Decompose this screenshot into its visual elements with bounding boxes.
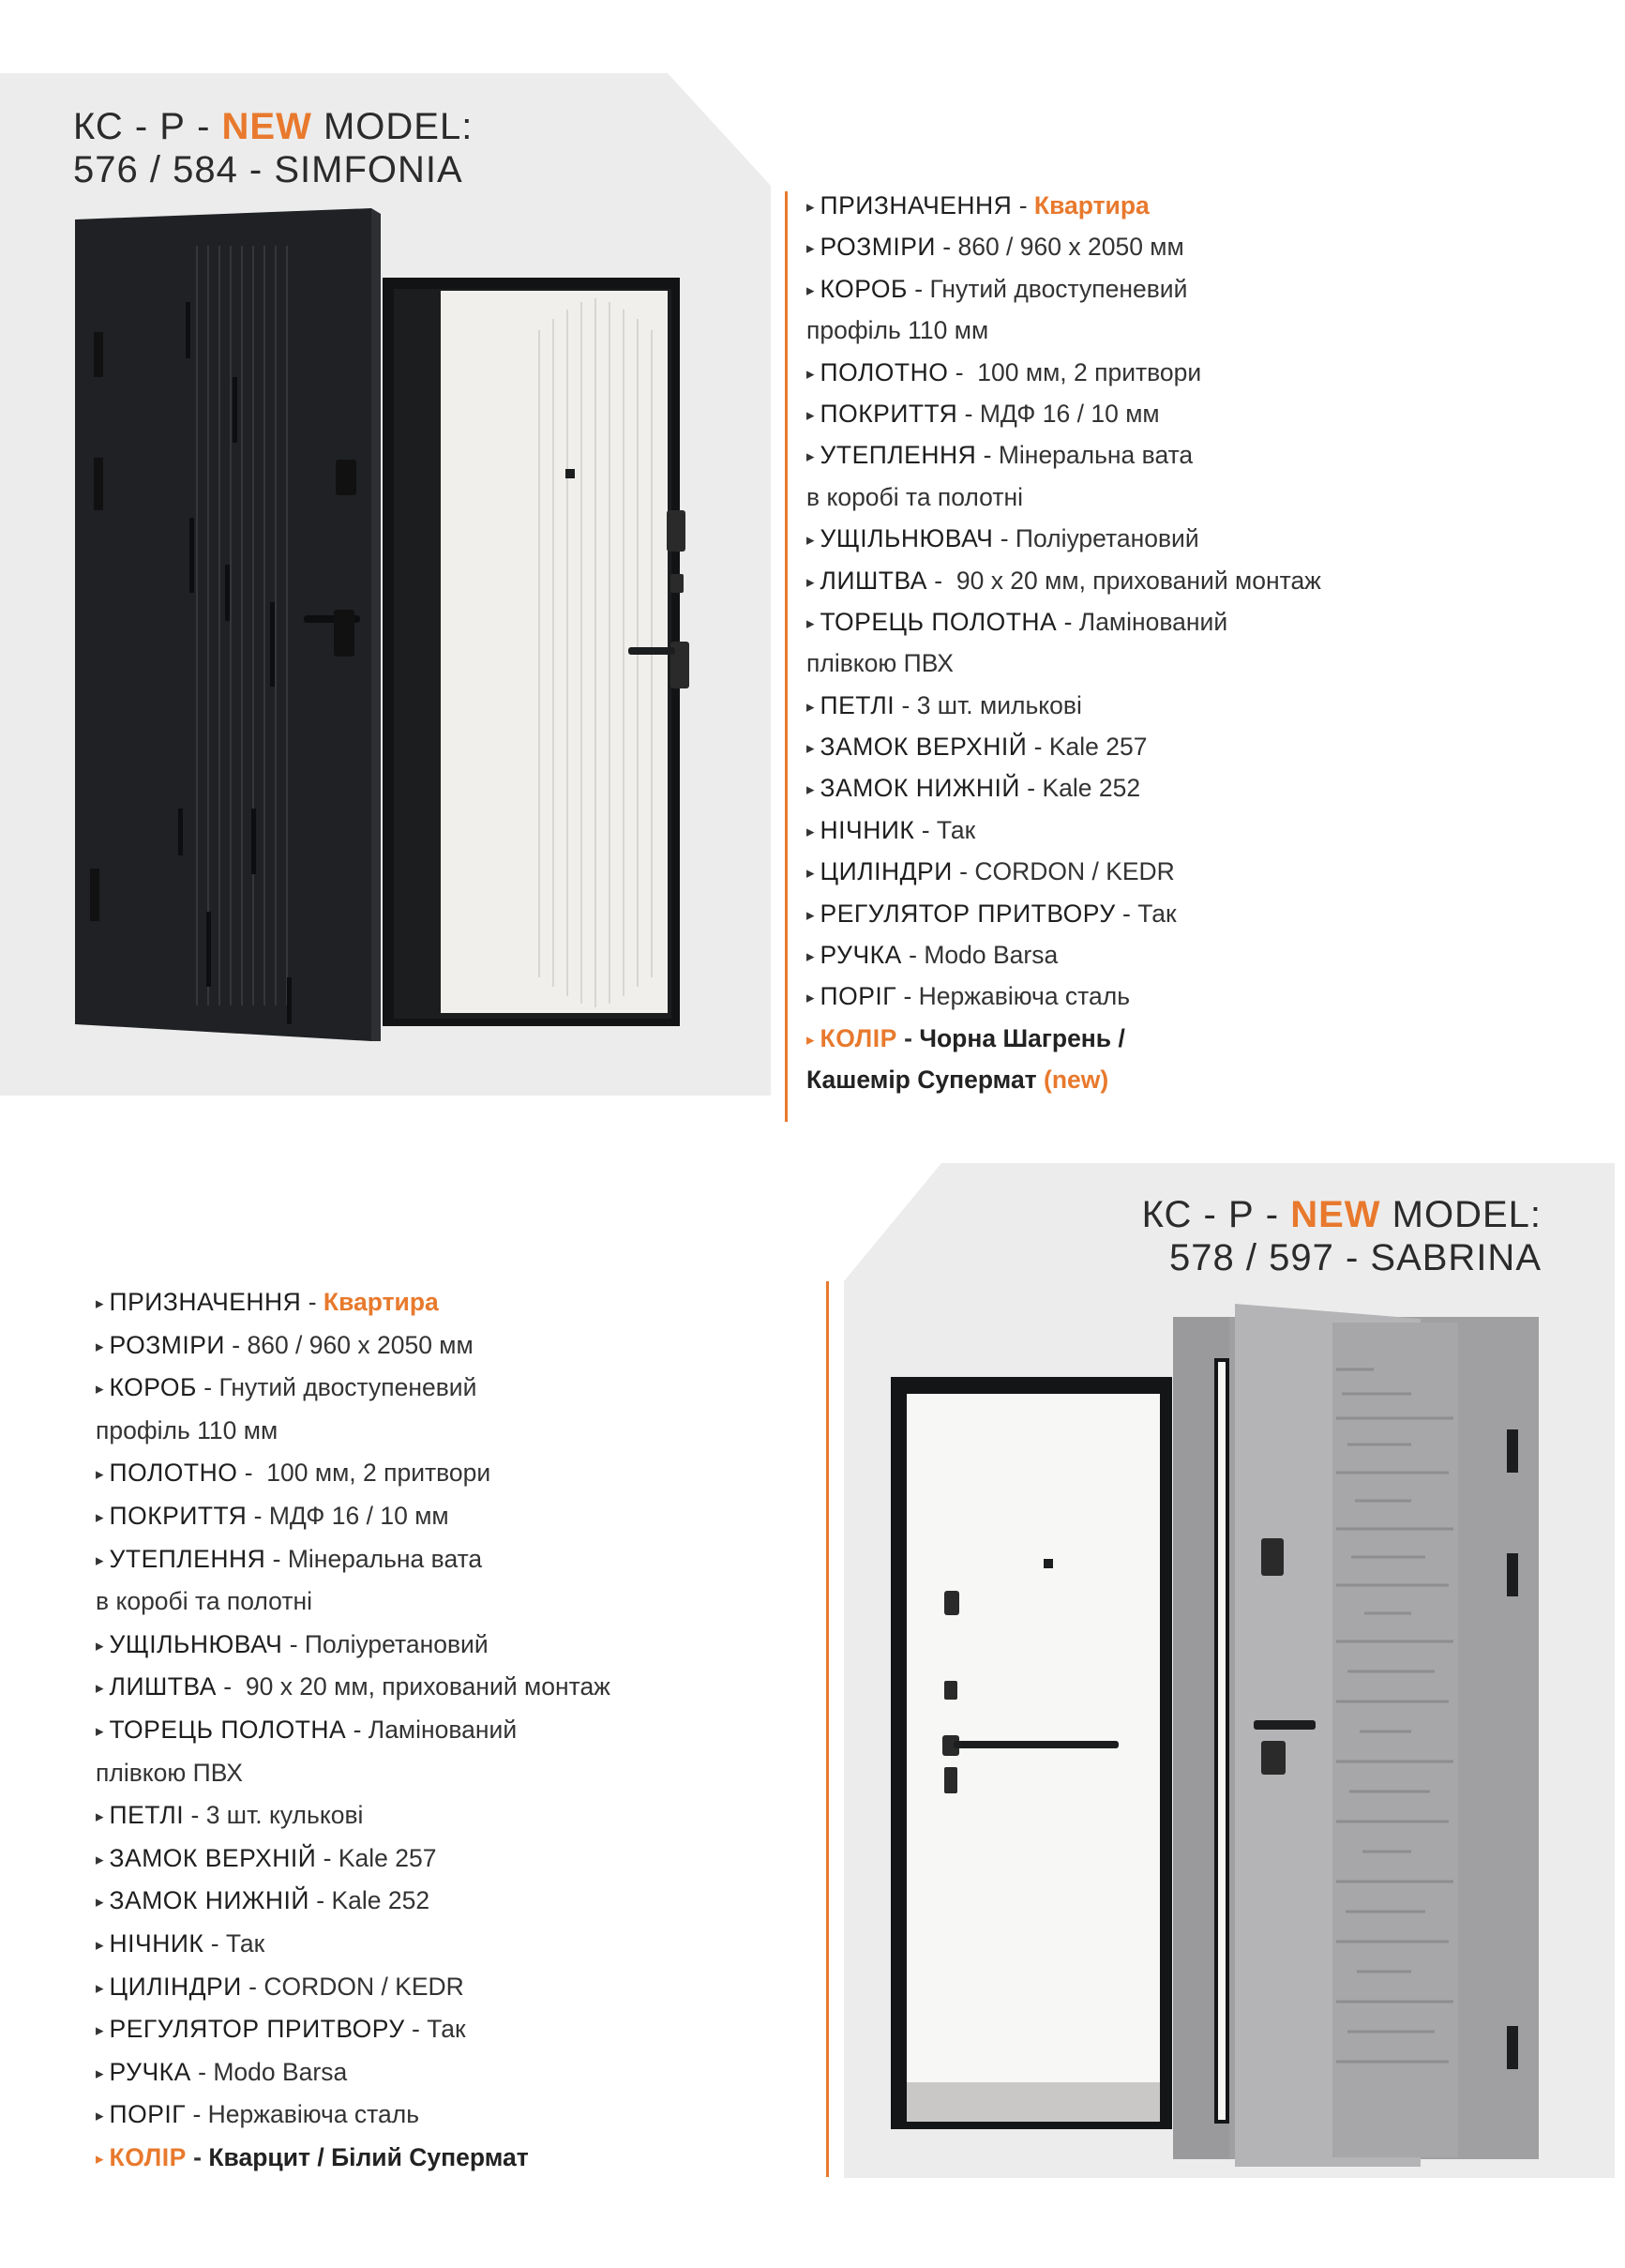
spec-row [96,1580,610,1624]
spec-value: Квартира [1033,191,1150,219]
spec-row [806,518,1321,559]
spec-key: РЕГУЛЯТОР ПРИТВОРУ [820,899,1116,928]
spec-separator: - [196,1373,219,1402]
spec-row [96,1324,610,1368]
spec-separator: - [1115,899,1138,928]
spec-key: УЩІЛЬНЮВАЧ [820,524,994,553]
spec-value: Так [1137,899,1177,928]
bullet-triangle-icon: ▸ [806,697,815,716]
spec-row [96,1666,610,1709]
spec-separator: - [186,2100,208,2129]
spec-key: ЗАМОК НИЖНІЙ [820,774,1020,803]
spec-value: Чорна Шагрень / [919,1023,1125,1052]
spec-separator: - [896,1023,920,1052]
spec-continuation: в коробі та полотні [806,482,1023,511]
spec-separator: - [952,857,975,886]
bullet-triangle-icon: ▸ [96,2149,104,2168]
bullet-triangle-icon: ▸ [806,739,815,758]
spec-key: ЦИЛІНДРИ [820,857,953,886]
spec-value: Modo Barsa [213,2057,348,2086]
bullet-triangle-icon: ▸ [96,2107,104,2125]
door-image-simfonia [66,208,741,1057]
spec-separator: - [1019,774,1043,803]
bullet-triangle-icon: ▸ [96,1337,104,1355]
spec-key: ТОРЕЦЬ ПОЛОТНА [820,607,1058,636]
bullet-triangle-icon: ▸ [96,1679,104,1698]
spec-separator: - [907,274,930,303]
bullet-triangle-icon: ▸ [96,1550,104,1569]
spec-key: РУЧКА [109,2057,191,2086]
bullet-triangle-icon: ▸ [806,989,815,1007]
spec-value: 100 мм, 2 притвори [266,1459,491,1488]
spec-value: Так [427,2015,466,2044]
spec-key: ПОРІГ [109,2100,187,2129]
spec-value: Нержавіюча сталь [918,982,1131,1011]
spec-row [96,2137,610,2180]
spec-value: Ламінований [368,1715,518,1744]
bullet-triangle-icon: ▸ [96,1978,104,1997]
spec-separator: - [895,690,917,719]
spec-value: Так [225,1928,265,1958]
spec-separator: - [914,815,937,844]
spec-separator: - [901,941,925,970]
spec-row [806,434,1321,476]
spec-value: CORDON / KEDR [974,857,1175,886]
bullet-triangle-icon: ▸ [96,1935,104,1954]
new-badge: (new) [1044,1066,1109,1095]
spec-key: УТЕПЛЕННЯ [109,1544,266,1573]
spec-value: Ламінований [1078,607,1228,636]
spec-separator: - [241,1972,264,2001]
spec-row [96,1794,610,1837]
bullet-triangle-icon: ▸ [806,447,815,466]
bullet-triangle-icon: ▸ [806,947,815,966]
spec-row [806,934,1321,975]
spec-key: ТОРЕЦЬ ПОЛОТНА [109,1715,347,1744]
spec-separator: - [935,233,958,262]
spec-key: ЛИШТВА [109,1672,217,1701]
spec-continuation: Кашемір Супермат [806,1066,1045,1095]
section2-title: КС - Р - NEW MODEL: 578 / 597 - SABRINA [1141,1194,1542,1278]
spec-value: CORDON / KEDR [263,1972,464,2001]
spec-key: ЗАМОК НИЖНІЙ [109,1886,309,1915]
spec-key: КОРОБ [820,274,908,303]
spec-value: 3 шт. милькові [916,690,1082,719]
spec-row [806,226,1321,267]
bullet-triangle-icon: ▸ [806,405,815,424]
bullet-triangle-icon: ▸ [96,1636,104,1655]
bullet-triangle-icon: ▸ [806,780,815,799]
bullet-triangle-icon: ▸ [806,572,815,591]
spec-separator: - [1012,191,1034,219]
spec-row [96,1495,610,1538]
spec-key: РЕГУЛЯТОР ПРИТВОРУ [109,2015,405,2044]
spec-key: ЛИШТВА [820,566,927,595]
spec-key: ПОКРИТТЯ [820,399,958,428]
spec-value: 90 х 20 мм, прихований монтаж [245,1672,610,1701]
spec-value: Kale 252 [331,1886,430,1915]
spec-key: ПОРІГ [820,982,897,1011]
bullet-triangle-icon: ▸ [806,239,815,258]
spec-row [806,476,1321,518]
spec-row [806,560,1321,601]
spec-row [806,601,1321,643]
spec-value: Поліуретановий [1015,524,1199,553]
spec-row [806,726,1321,767]
spec-row [806,685,1321,726]
spec-row [96,1709,610,1752]
bullet-triangle-icon: ▸ [96,1807,104,1826]
spec-row [96,1966,610,2009]
spec-key: РУЧКА [820,941,902,970]
spec-key: НІЧНИК [109,1928,204,1958]
spec-continuation: профіль 110 мм [806,316,989,345]
spec-value: 3 шт. кулькові [205,1801,364,1830]
spec-row [806,185,1321,226]
spec-value: Мінеральна вата [287,1544,483,1573]
section1-title: КС - Р - NEW MODEL: 576 / 584 - SIMFONIA [73,106,474,190]
spec-key: ПЕТЛІ [820,690,895,719]
spec-separator: - [224,1330,248,1359]
spec-separator: - [265,1544,288,1573]
spec-key: ПРИЗНАЧЕННЯ [820,191,1013,219]
bullet-triangle-icon: ▸ [806,280,815,299]
spec-separator: - [216,1672,246,1701]
spec-key: ЦИЛІНДРИ [109,1972,242,2001]
spec-value: Кварцит / Білий Супермат [208,2142,529,2171]
spec-row [806,851,1321,892]
spec-key: КОРОБ [109,1373,197,1402]
spec-value: Modo Barsa [924,941,1059,970]
spec-continuation: профіль 110 мм [96,1415,278,1444]
door-image-sabrina [886,1304,1547,2167]
spec-key: УЩІЛЬНЮВАЧ [109,1629,283,1658]
bullet-triangle-icon: ▸ [806,531,815,550]
spec-value: 860 / 960 х 2050 мм [957,233,1184,262]
spec-row [806,809,1321,851]
spec-separator: - [247,1501,269,1530]
spec-row [96,1452,610,1495]
spec-key: РОЗМІРИ [109,1330,225,1359]
bullet-triangle-icon: ▸ [96,2064,104,2082]
bullet-triangle-icon: ▸ [96,1294,104,1312]
spec-separator: - [957,399,980,428]
spec-key: ПЕТЛІ [109,1801,185,1830]
spec-value: Квартира [323,1288,439,1316]
spec-value: Нержавіюча сталь [207,2100,420,2129]
spec-continuation: в коробі та полотні [96,1587,312,1616]
spec-value: Поліуретановий [304,1629,489,1658]
bullet-triangle-icon: ▸ [96,1893,104,1912]
spec-separator: - [186,2142,209,2171]
spec-separator: - [993,524,1016,553]
bullet-triangle-icon: ▸ [806,822,815,840]
spec-key: ПОКРИТТЯ [109,1501,248,1530]
spec-value: Гнутий двоступеневий [929,274,1188,303]
bullet-triangle-icon: ▸ [96,1721,104,1740]
spec-key: РОЗМІРИ [820,233,936,262]
section1-spec-list [806,185,1321,1101]
spec-separator: - [896,982,919,1011]
section2-accent-line [826,1281,829,2177]
spec-row [806,643,1321,684]
spec-row [806,893,1321,934]
spec-row [96,1624,610,1667]
spec-separator: - [282,1629,305,1658]
bullet-triangle-icon: ▸ [96,1380,104,1399]
spec-key: КОЛІР [820,1023,897,1052]
spec-row [96,1410,610,1453]
spec-separator: - [237,1459,267,1488]
spec-row [96,1880,610,1923]
spec-row [96,2008,610,2051]
spec-value: МДФ 16 / 10 мм [268,1501,449,1530]
spec-value: МДФ 16 / 10 мм [979,399,1160,428]
spec-value: Kale 257 [338,1843,437,1872]
spec-separator: - [948,357,978,386]
spec-key: КОЛІР [109,2142,187,2171]
spec-key: УТЕПЛЕННЯ [820,441,977,470]
spec-separator: - [203,1928,226,1958]
spec-row [806,268,1321,310]
spec-continuation: плівкою ПВХ [806,649,954,678]
bullet-triangle-icon: ▸ [806,364,815,383]
spec-separator: - [404,2015,428,2044]
spec-value: 860 / 960 х 2050 мм [247,1330,474,1359]
spec-separator: - [1057,607,1079,636]
spec-key: ПОЛОТНО [820,357,949,386]
spec-value: Гнутий двоступеневий [218,1373,477,1402]
spec-value: Kale 252 [1042,774,1141,803]
bullet-triangle-icon: ▸ [96,1465,104,1484]
bullet-triangle-icon: ▸ [806,613,815,632]
bullet-triangle-icon: ▸ [96,1850,104,1868]
spec-value: 100 мм, 2 притвори [977,357,1202,386]
spec-value: 90 х 20 мм, прихований монтаж [955,566,1321,595]
spec-key: НІЧНИК [820,815,915,844]
bullet-triangle-icon: ▸ [806,1030,815,1049]
spec-row [806,1059,1321,1100]
spec-value: Kale 257 [1048,733,1148,762]
spec-separator: - [301,1288,323,1316]
spec-separator: - [184,1801,206,1830]
bullet-triangle-icon: ▸ [806,905,815,924]
spec-row [96,1837,610,1881]
spec-separator: - [346,1715,369,1744]
bullet-triangle-icon: ▸ [96,1507,104,1526]
spec-row [96,1923,610,1966]
spec-key: ЗАМОК ВЕРХНІЙ [820,733,1028,762]
spec-row [806,1018,1321,1059]
spec-row [96,1752,610,1795]
spec-separator: - [190,2057,214,2086]
bullet-triangle-icon: ▸ [96,2021,104,2040]
bullet-triangle-icon: ▸ [806,198,815,216]
spec-separator: - [308,1886,332,1915]
spec-row [806,975,1321,1017]
spec-row [806,352,1321,393]
spec-key: ЗАМОК ВЕРХНІЙ [109,1843,317,1872]
spec-row [806,310,1321,351]
section1-accent-line [785,191,788,1122]
spec-key: ПРИЗНАЧЕННЯ [109,1288,302,1316]
spec-row [806,767,1321,809]
bullet-triangle-icon: ▸ [806,864,815,883]
spec-separator: - [926,566,956,595]
spec-value: Мінеральна вата [998,441,1194,470]
section2-spec-list [96,1281,610,2179]
spec-row [96,2094,610,2137]
spec-separator: - [316,1843,339,1872]
spec-row [96,2051,610,2094]
spec-separator: - [1027,733,1049,762]
spec-row [96,1538,610,1581]
spec-row [96,1367,610,1410]
spec-row [96,1281,610,1324]
spec-separator: - [976,441,999,470]
spec-row [806,393,1321,434]
spec-continuation: плівкою ПВХ [96,1758,243,1787]
spec-key: ПОЛОТНО [109,1459,238,1488]
spec-value: Так [936,815,976,844]
